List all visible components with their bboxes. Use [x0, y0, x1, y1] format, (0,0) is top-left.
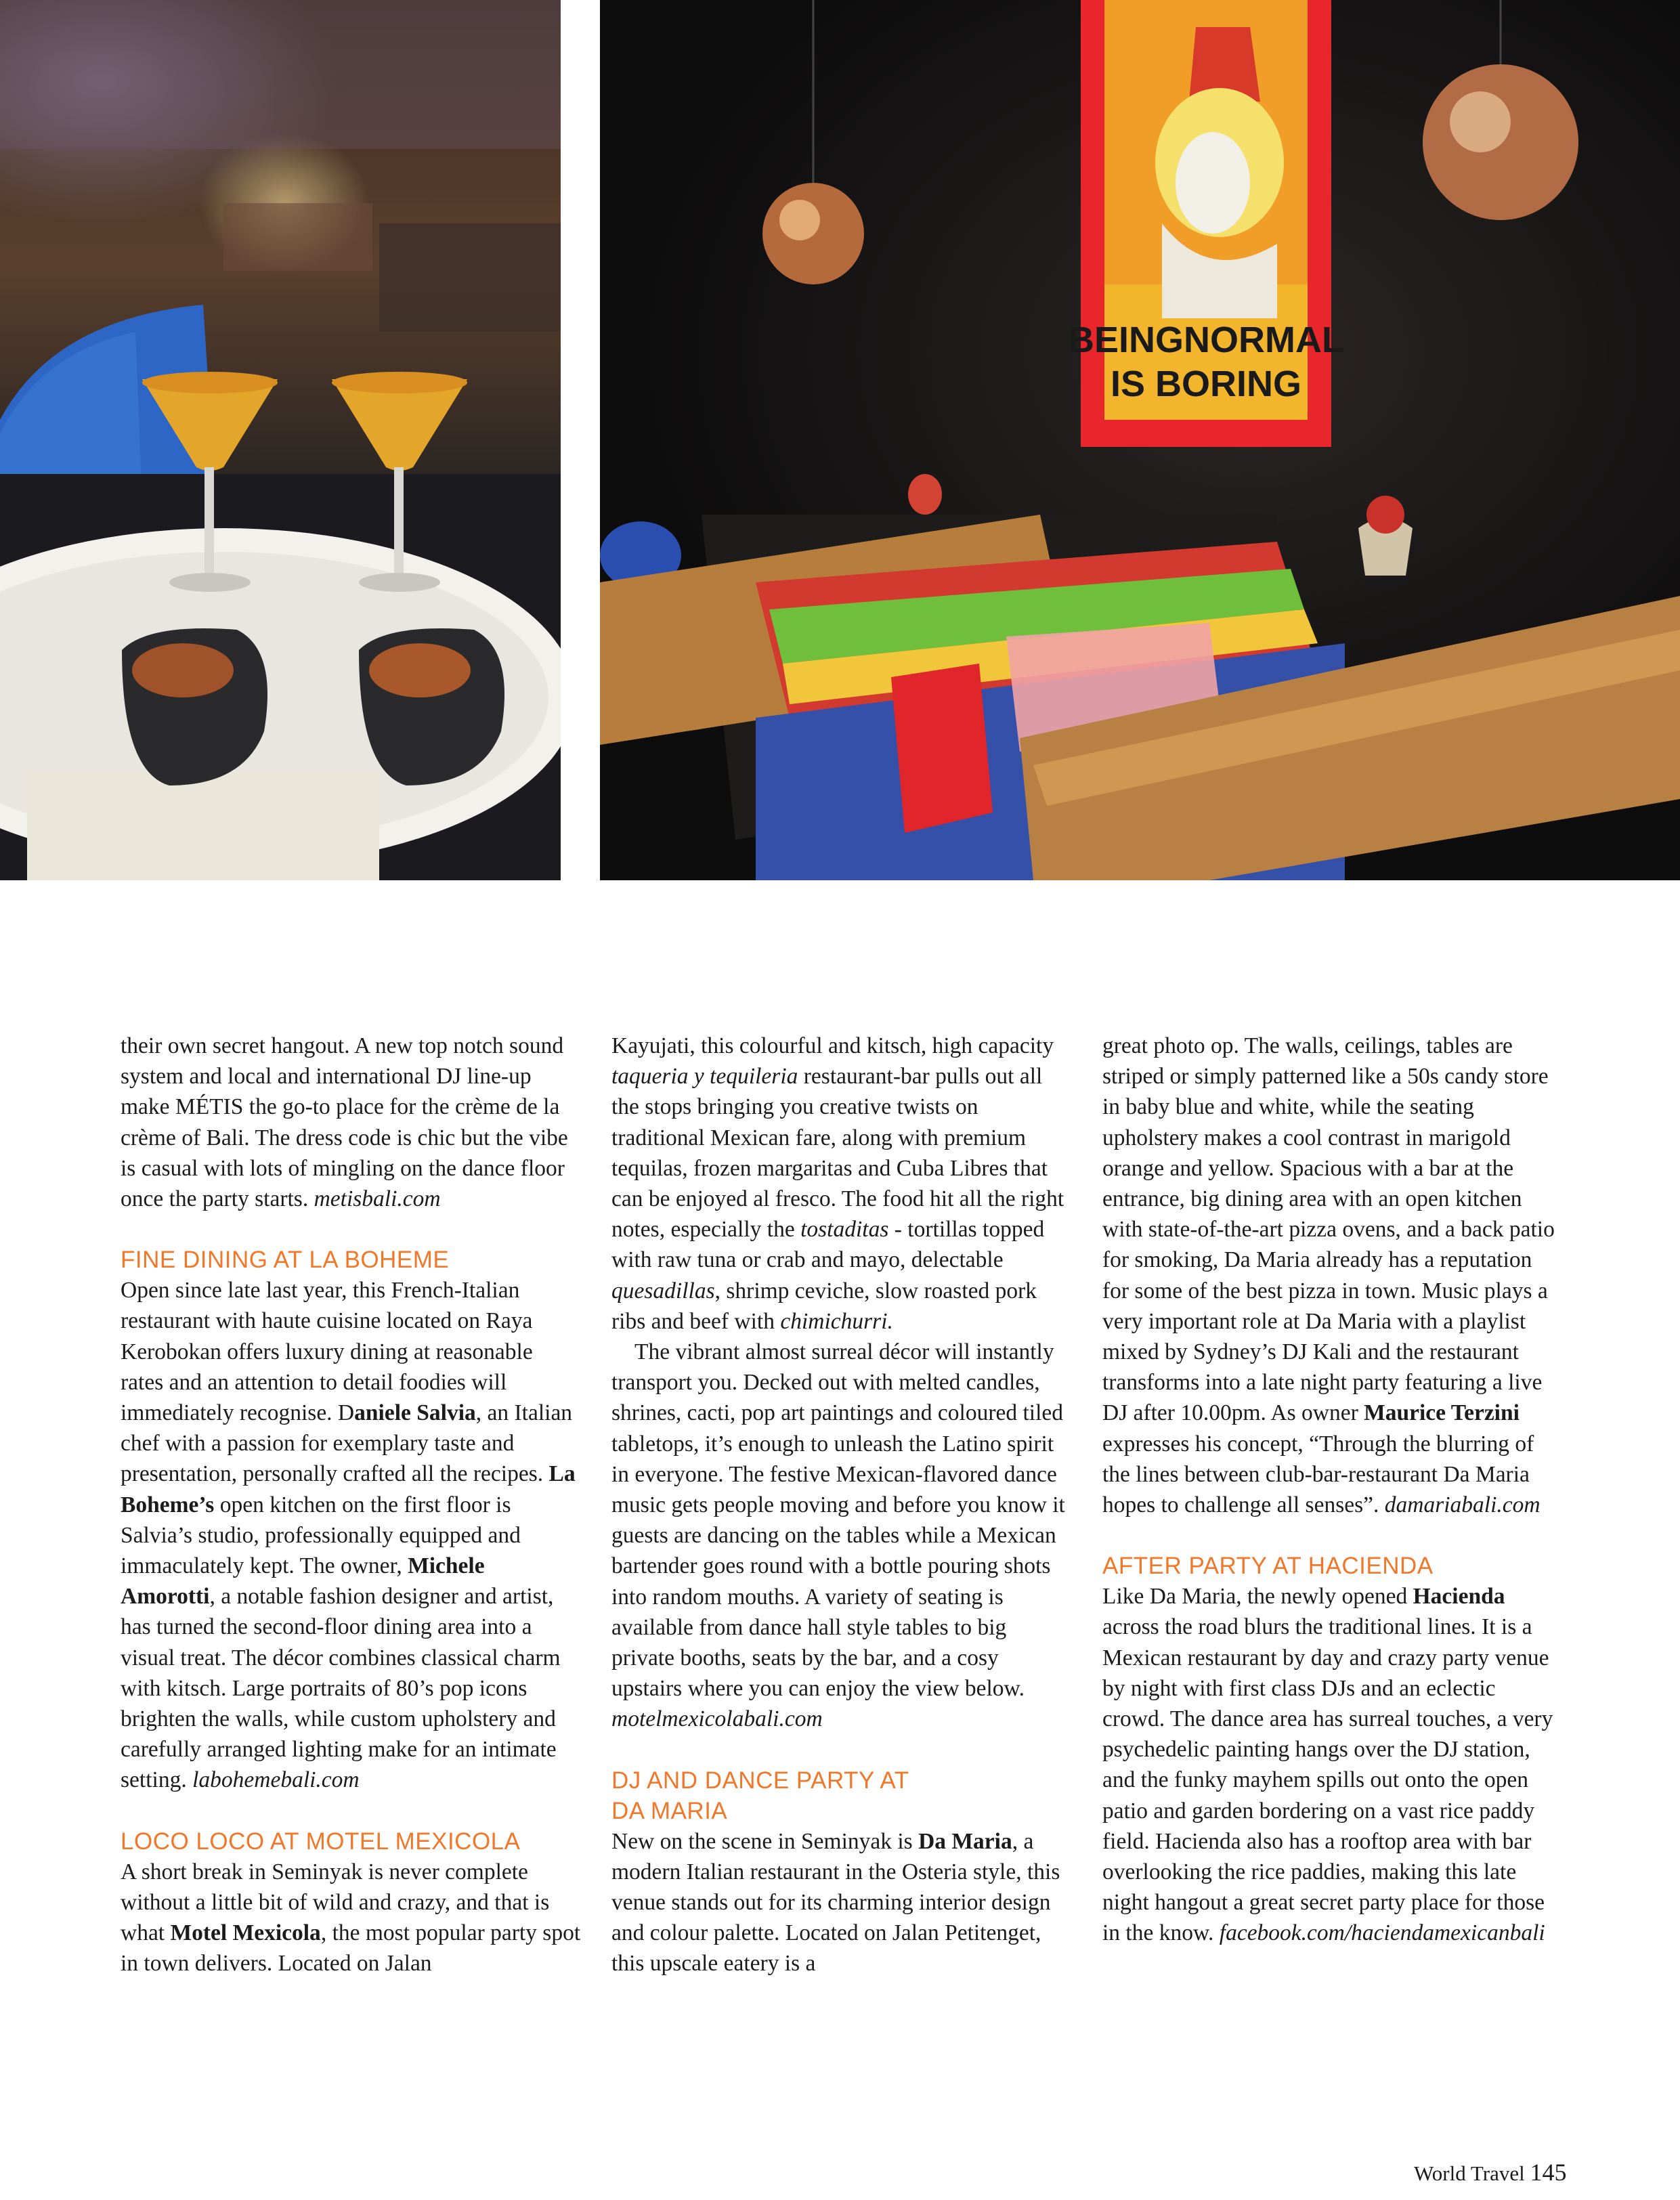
interior-illustration: [600, 0, 1680, 880]
motel-mexicola-paragraph: [121, 1857, 581, 1979]
heading-da-maria-line2: DA MARIA: [611, 1797, 728, 1824]
metis-text: their own secret hangout. A new top notch sound system and local and international DJ line-up make MÉTIS the go-to place for the crème de la crème of Bali. The dress code is chic but the vibe is casual with lots of mingling on the dance floor once the party starts.: [121, 1033, 568, 1212]
text-column-1: [121, 1031, 581, 1979]
heading-la-boheme: FINE DINING AT LA BOHEME: [121, 1247, 450, 1274]
text-column-2: [611, 1031, 1072, 1979]
chimichurri-term: chimichurri.: [780, 1308, 893, 1334]
la-boheme-link[interactable]: labohemebali.com: [192, 1767, 360, 1793]
page-footer: [1414, 2159, 1566, 2187]
mexicola-text-2: restaurant-bar pulls out all the stops bringing you creative twists on traditional Mexican fare, along with premium tequilas, frozen margaritas and Cuba Libres that can be enjoyed al fresco. The food hit all the right notes, especially the: [611, 1064, 1064, 1243]
hacienda-link[interactable]: facebook.com/haciendamexicanbali: [1219, 1920, 1545, 1946]
text-column-3: [1102, 1031, 1563, 1949]
da-maria-continued-paragraph: [1102, 1031, 1563, 1520]
da-maria-text-1: New on the scene in Seminyak is: [611, 1828, 919, 1854]
hacienda-paragraph: [1102, 1581, 1563, 1948]
maurice-name: Maurice Terzini: [1364, 1400, 1520, 1426]
loco-text-1: A short break in Seminyak is never complete without a little bit of wild and crazy, and that is what: [121, 1859, 550, 1946]
mexicola-text-1: Kayujati, this colourful and kitsch, high capacity: [611, 1033, 1054, 1058]
heading-hacienda: AFTER PARTY AT HACIENDA: [1102, 1553, 1434, 1580]
boheme-text-4: , a notable fashion designer and artist, has turned the second-floor dining area into a visual treat. The décor combines classical charm with kitsch. Large portraits of 80’s pop icons brighten the walls, while custom upholstery and carefully arranged lighting make for an intimate setting.: [121, 1584, 561, 1793]
hacienda-text-2: across the road blurs the traditional lines. It is a Mexican restaurant by day and crazy party venue by night with first class DJs and an eclectic crowd. The dance area has surreal touches, a very psychedelic painting hangs over the DJ station, and the funky mayhem spills out onto the open patio and garden bordering on a vast rice paddy field. Hacienda also has a rooftop area with bar overlooking the rice paddies, making this late night hangout a great secret party place for those in the know.: [1102, 1614, 1553, 1946]
photo-restaurant-interior: [600, 0, 1680, 880]
quesadillas-term: quesadillas: [611, 1278, 715, 1303]
hacienda-name: Hacienda: [1413, 1584, 1505, 1610]
da-maria-text-3: great photo op. The walls, ceilings, tables are striped or simply patterned like a 50s candy store in baby blue and white, while the seating upholstery makes a cool contrast in marigold orange and yellow. Spacious with a bar at the entrance, big dining area with an open kitchen with state-of-the-art pizza ovens, and a back patio for smoking, Da Maria already has a reputation for some of the best pizza in town. Music plays a very important role at Da Maria with a playlist mixed by Sydney’s DJ Kali and the restaurant transforms into a late night party featuring a live DJ after 10.00pm. As owner: [1102, 1033, 1555, 1426]
motel-mexicola-name: Motel Mexicola: [170, 1920, 321, 1946]
photo-cocktails: [0, 0, 561, 880]
da-maria-text-4: expresses his concept, “Through the blurring of the lines between club-bar-restaurant Da Maria hopes to challenge all senses”.: [1102, 1431, 1534, 1518]
page-number: 145: [1530, 2159, 1567, 2186]
heading-da-maria: [611, 1765, 1072, 1826]
chef-name: aniele Salvia: [354, 1400, 476, 1426]
hacienda-text-1: Like Da Maria, the newly opened: [1102, 1584, 1413, 1610]
tostaditas-term: tostaditas: [800, 1217, 889, 1243]
magazine-name: World Travel: [1414, 2161, 1525, 2185]
da-maria-text-2: , a modern Italian restaurant in the Osteria style, this venue stands out for its charming interior design and colour palette. Located on Jalan Petitenget, this upscale eatery is a: [611, 1828, 1060, 1977]
boheme-text-1: Open since late last year, this French-Italian restaurant with haute cuisine located on Raya Kerobokan offers luxury dining at reasonable rates and an attention to detail foodies will immediately recognise. D: [121, 1278, 533, 1426]
da-maria-paragraph: [611, 1826, 1072, 1979]
cocktails-illustration: [0, 0, 561, 880]
heading-da-maria-line1: DJ AND DANCE PARTY AT: [611, 1767, 909, 1794]
mexicola-food-paragraph: [611, 1031, 1072, 1337]
boheme-text-3: open kitchen on the first floor is Salvia’s studio, professionally equipped and immaculately kept. The owner,: [121, 1492, 521, 1579]
mexicola-decor-paragraph: [611, 1337, 1072, 1735]
taqueria-term: taqueria y tequileria: [611, 1064, 798, 1090]
boheme-text-2: , an Italian chef with a passion for exemplary taste and presentation, personally crafted all the recipes.: [121, 1400, 573, 1487]
da-maria-name: Da Maria: [918, 1828, 1012, 1854]
metis-link[interactable]: metisbali.com: [314, 1186, 441, 1212]
mexicola-text-3: - tortillas topped with raw tuna or crab and mayo, delectable: [611, 1217, 1045, 1273]
metis-paragraph: [121, 1031, 581, 1214]
poster-text-line1: BEINGNORMAL: [1068, 320, 1344, 360]
loco-text-2: , the most popular party spot in town delivers. Located on Jalan: [121, 1920, 581, 1977]
mexicola-text-4: , shrimp ceviche, slow roasted pork ribs and beef with: [611, 1278, 1037, 1334]
mexicola-decor-text: The vibrant almost surreal décor will instantly transport you. Decked out with melted candles, shrines, cacti, pop art paintings and coloured tiled tabletops, it’s enough to unleash the Latino spirit in everyone. The festive Mexican-flavored dance music gets people moving and before you know it guests are dancing on the tables while a Mexican bartender goes round with a bottle pouring shots into random mouths. A variety of seating is available from dance hall style tables to big private booths, seats by the bar, and a cosy upstairs where you can enjoy the view below.: [611, 1339, 1065, 1702]
la-boheme-paragraph: [121, 1275, 581, 1795]
heading-motel-mexicola: LOCO LOCO AT MOTEL MEXICOLA: [121, 1828, 521, 1855]
da-maria-link[interactable]: damariabali.com: [1384, 1492, 1541, 1518]
motel-mexicola-link[interactable]: motelmexicolabali.com: [611, 1706, 823, 1732]
owner-name: Michele Amorotti: [121, 1553, 485, 1610]
la-boheme-name: La Boheme’s: [121, 1461, 576, 1517]
poster-text-line2: IS BORING: [1110, 364, 1302, 404]
